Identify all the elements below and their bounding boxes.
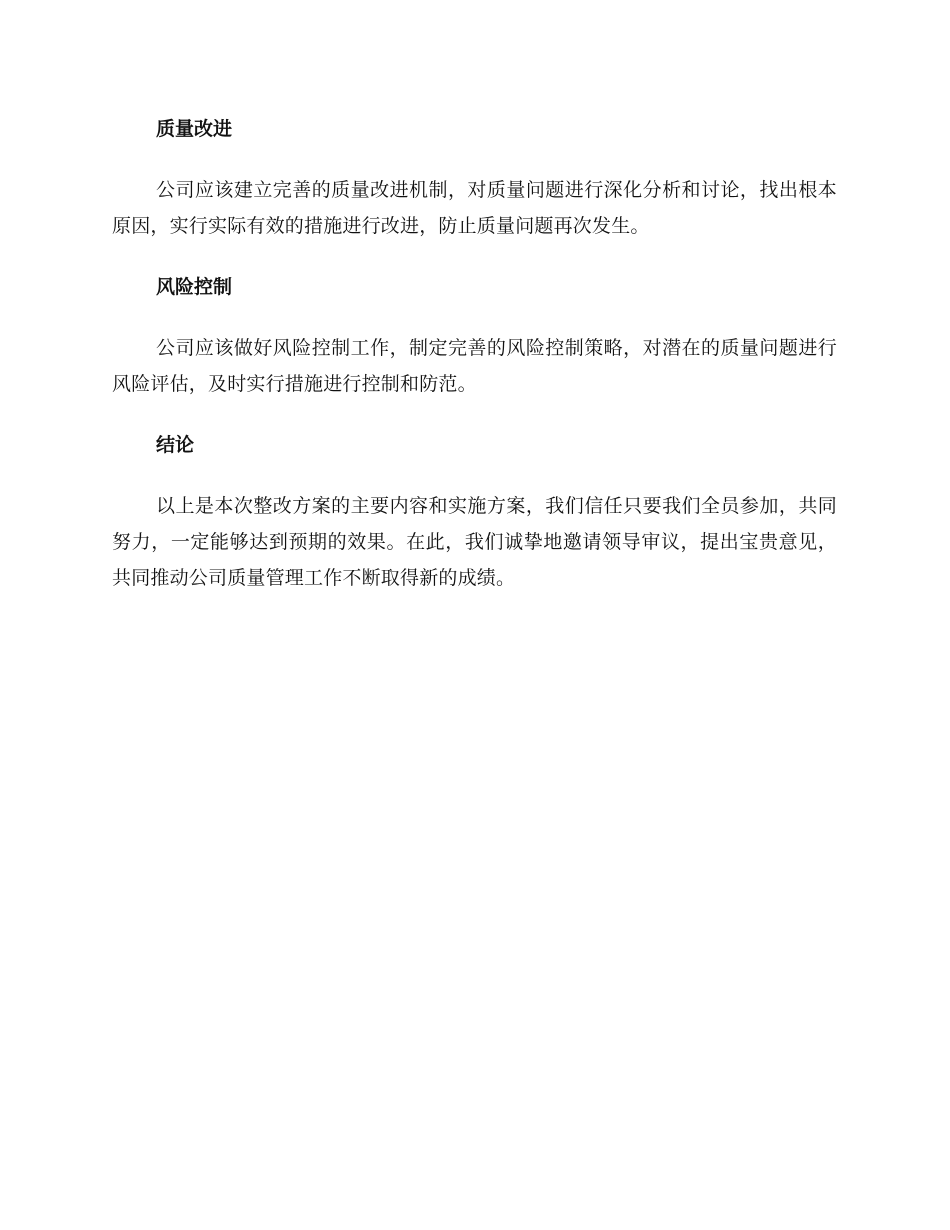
section-risk-control bbox=[112, 272, 837, 402]
section-paragraph: 公司应该建立完善的质量改进机制，对质量问题进行深化分析和讨论，找出根本原因，实行实际有效的措施进行改进，防止质量问题再次发生。 bbox=[112, 179, 837, 237]
section-heading: 质量改进 bbox=[156, 118, 233, 140]
section-paragraph: 以上是本次整改方案的主要内容和实施方案，我们信任只要我们全员参加，共同努力，一定能够达到预期的效果。在此，我们诚挚地邀请领导审议，提出宝贵意见，共同推动公司质量管理工作不断取得新的成绩。 bbox=[112, 495, 837, 589]
section-paragraph: 公司应该做好风险控制工作，制定完善的风险控制策略，对潜在的质量问题进行风险评估，及时实行措施进行控制和防范。 bbox=[112, 337, 837, 395]
section-conclusion bbox=[112, 430, 837, 596]
document-content bbox=[112, 114, 837, 624]
section-quality-improvement bbox=[112, 114, 837, 244]
section-heading: 风险控制 bbox=[156, 276, 233, 298]
section-heading: 结论 bbox=[156, 434, 195, 456]
